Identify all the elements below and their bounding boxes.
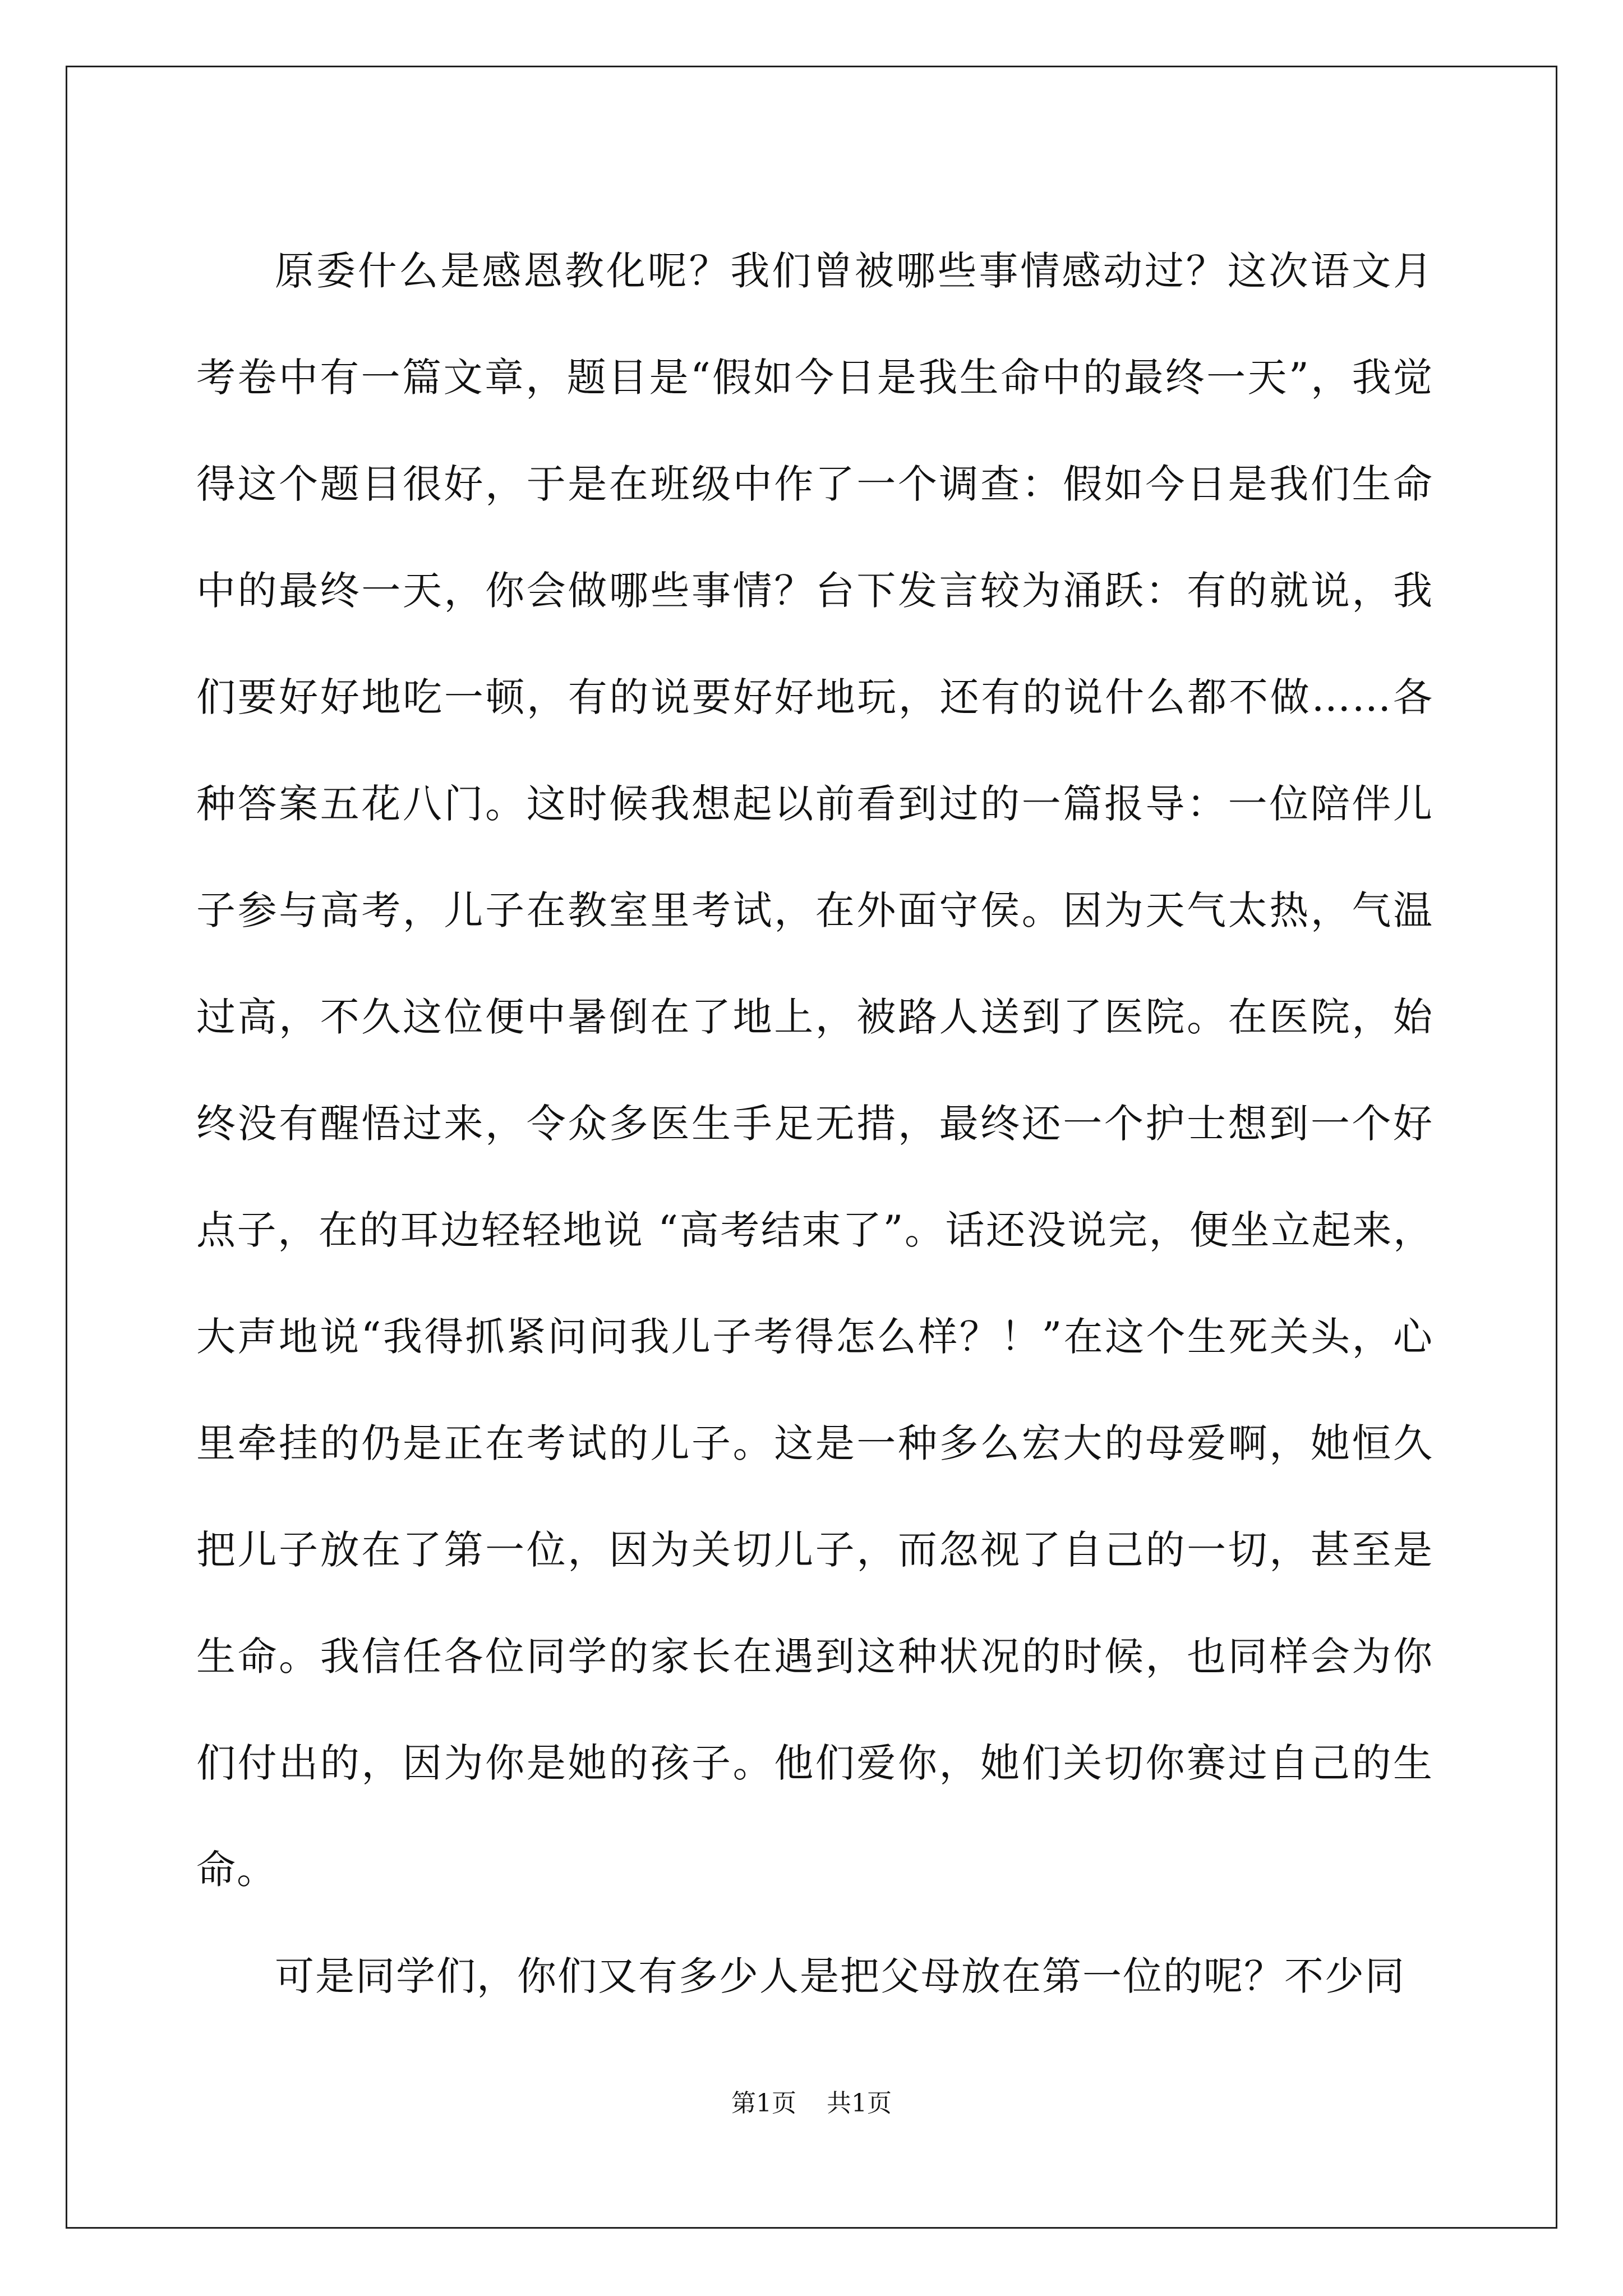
- paragraph-2: 可是同学们，你们又有多少人是把父母放在第一位的呢？不少同: [275, 1953, 1405, 1999]
- paragraph-1: 原委什么是感恩教化呢？我们曾被哪些事情感动过？这次语文月考卷中有一篇文章，题目是“假如今日是我生命中的最终一天”，我觉得这个题目很好，于是在班级中作了一个调查：假如今日是我们生命中的最终一天，你会做哪些事情？台下发言较为涌跃：有的就说，我们要好好地吃一顿，有的说要好好地玩，还有的说什么都不做……各种答案五花八门。这时候我想起以前看到过的一篇报导：一位陪伴儿子参与高考，儿子在教室里考试，在外面守侯。因为天气太热，气温过高，不久这位便中暑倒在了地上，被路人送到了医院。在医院，始终没有醒悟过来，令众多医生手足无措，最终还一个护士想到一个好点子，在的耳边轻轻地说 “高考结束了”。话还没说完，便坐立起来，大声地说“我得抓紧问问我儿子考得怎么样？！”在这个生死关头，心里牵挂的仍是正在考试的儿子。这是一种多么宏大的母爱啊，她恒久把儿子放在了第一位，因为关切儿子，而忽视了自己的一切，甚至是生命。我信任各位同学的家长在遇到这种状况的时候，也同样会为你们付出的，因为你是她的孩子。他们爱你，她们关切你赛过自己的生命。: [196, 248, 1433, 1893]
- page-footer: [0, 2087, 1623, 2120]
- document-body: [196, 218, 1433, 2030]
- page-number-total: 共1页: [827, 2089, 892, 2118]
- page-number-current: 第1页: [731, 2089, 796, 2118]
